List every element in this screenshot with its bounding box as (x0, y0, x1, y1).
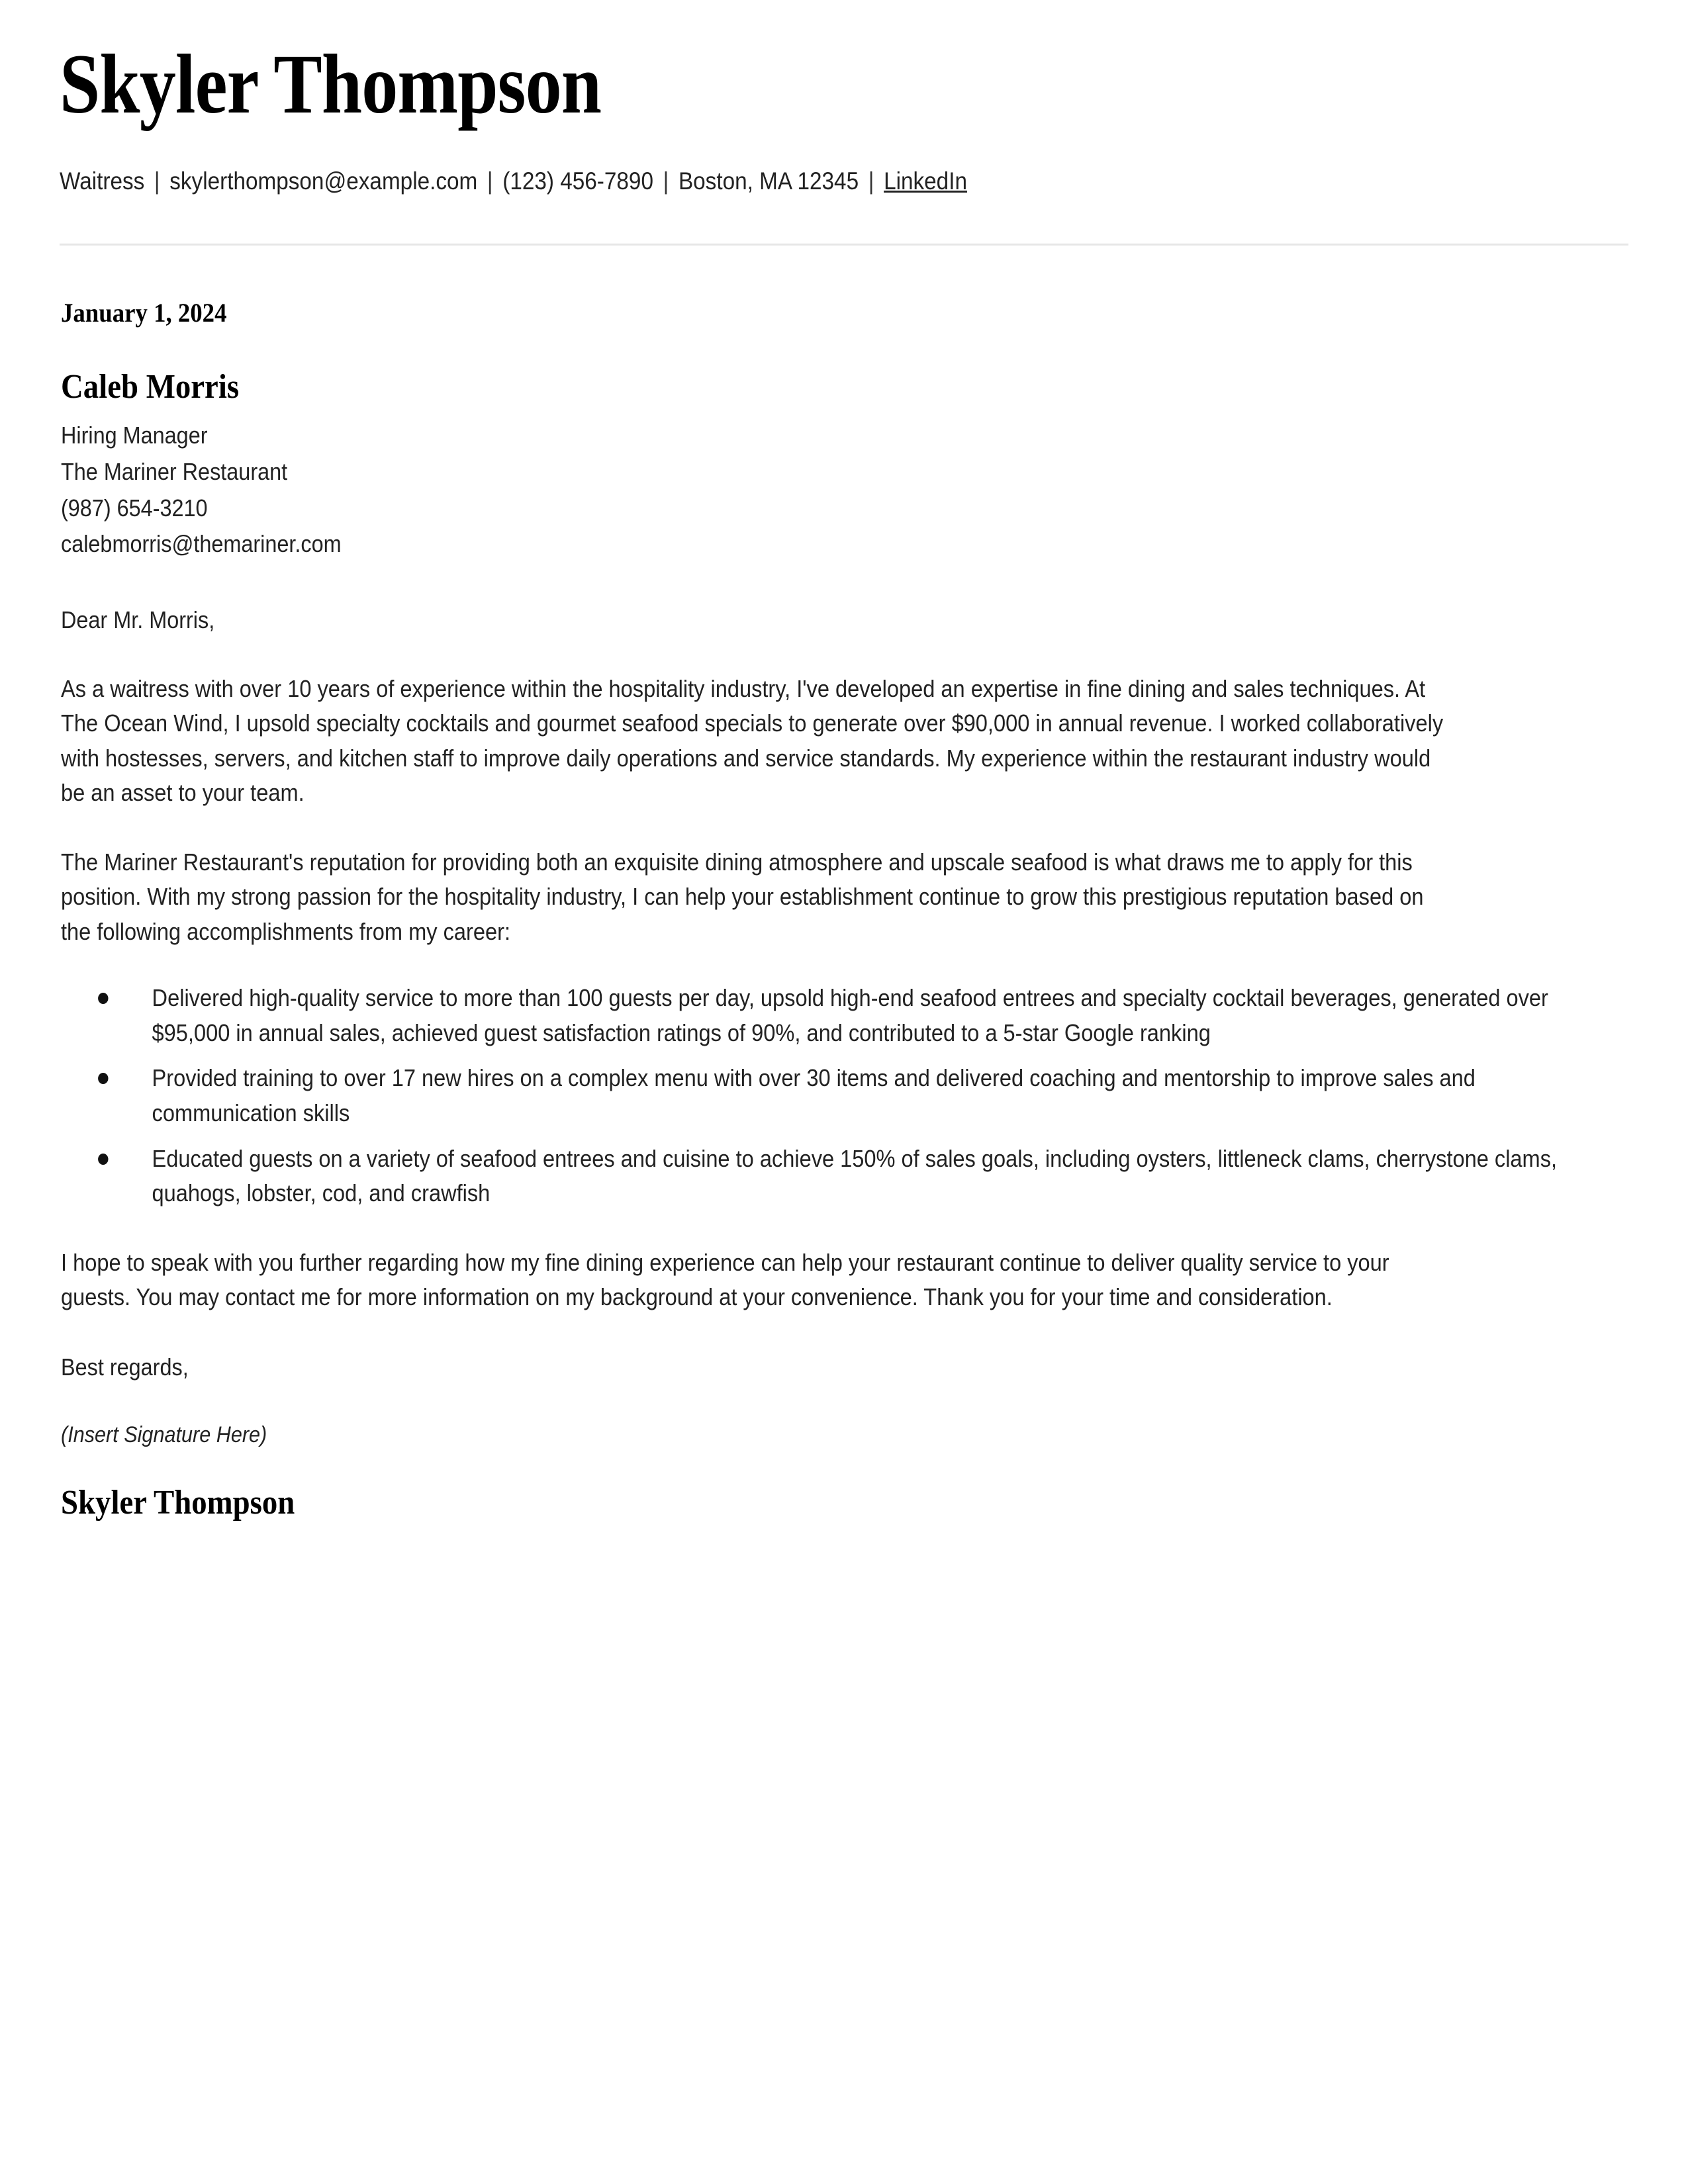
recipient-email: calebmorris@themariner.com (61, 530, 342, 558)
contact-job-title: Waitress (60, 167, 145, 195)
recipient-name: Caleb Morris (61, 368, 240, 406)
list-item-text: Provided training to over 17 new hires on a complex menu with over 30 items and delivered coaching and mentorship to improve sales and communication skills (152, 1064, 1476, 1127)
letter-date: January 1, 2024 (61, 298, 227, 328)
recipient-phone: (987) 654-3210 (61, 494, 208, 522)
contact-email: skylerthompson@example.com (169, 167, 478, 195)
signature-name: Skyler Thompson (61, 1483, 295, 1522)
recipient-details (61, 418, 1624, 563)
letter-body (0, 246, 1688, 1522)
closing-paragraph: I hope to speak with you further regarding how my fine dining experience can help your restaurant continue to deliver quality service to your guests. You may contact me for more information on my background at your convenience. Thank you for your time and consideration. (61, 1248, 1389, 1311)
body-paragraph-1: As a waitress with over 10 years of experience within the hospitality industry, I've developed an expertise in fine dining and sales techniques. At The Ocean Wind, I upsold specialty cocktails and gourmet seafood specials to generate over $90,000 in annual revenue. I worked collaboratively with hostesses, servers, and kitchen staff to improve daily operations and service standards. My experience within the restaurant industry would be an asset to your team. (61, 674, 1444, 807)
contact-separator-1: | (154, 167, 160, 195)
list-item (61, 1142, 1624, 1211)
signature-placeholder: (Insert Signature Here) (61, 1422, 267, 1448)
list-item (61, 981, 1624, 1050)
contact-separator-3: | (663, 167, 669, 195)
contact-separator-4: | (868, 167, 874, 195)
list-item-text: Educated guests on a variety of seafood entrees and cuisine to achieve 150% of sales goals, including oysters, littleneck clams, cherrystone clams, quahogs, lobster, cod, and crawfish (152, 1144, 1558, 1207)
salutation: Dear Mr. Morris, (61, 606, 215, 634)
accomplishments-list (61, 981, 1624, 1210)
list-item (61, 1061, 1624, 1130)
recipient-company: The Mariner Restaurant (61, 458, 288, 485)
contact-location: Boston, MA 12345 (678, 167, 859, 195)
contact-phone: (123) 456-7890 (502, 167, 653, 195)
list-item-text: Delivered high-quality service to more than 100 guests per day, upsold high-end seafood entrees and specialty cocktail beverages, generated over $95,000 in annual sales, achieved guest satisfaction ratings of 90%, and contributed to a 5-star Google ranking (152, 984, 1548, 1046)
bullet-icon (98, 1154, 108, 1165)
page-title: Skyler Thompson (60, 37, 602, 131)
letterhead-header (0, 0, 1688, 246)
body-paragraph-2: The Mariner Restaurant's reputation for providing both an exquisite dining atmosphere and upscale seafood is what draws me to apply for this position. With my strong passion for the hospitality industry, I can help your establishment continue to grow this prestigious reputation based on the following accomplishments from my career: (61, 848, 1424, 945)
bullet-icon (98, 1073, 108, 1084)
recipient-title: Hiring Manager (61, 422, 208, 449)
recipient-block (61, 367, 1624, 563)
bullet-icon (98, 993, 108, 1004)
contact-separator-2: | (487, 167, 493, 195)
linkedin-link[interactable]: LinkedIn (884, 167, 967, 195)
contact-line (60, 165, 1472, 197)
sign-off: Best regards, (61, 1353, 189, 1381)
